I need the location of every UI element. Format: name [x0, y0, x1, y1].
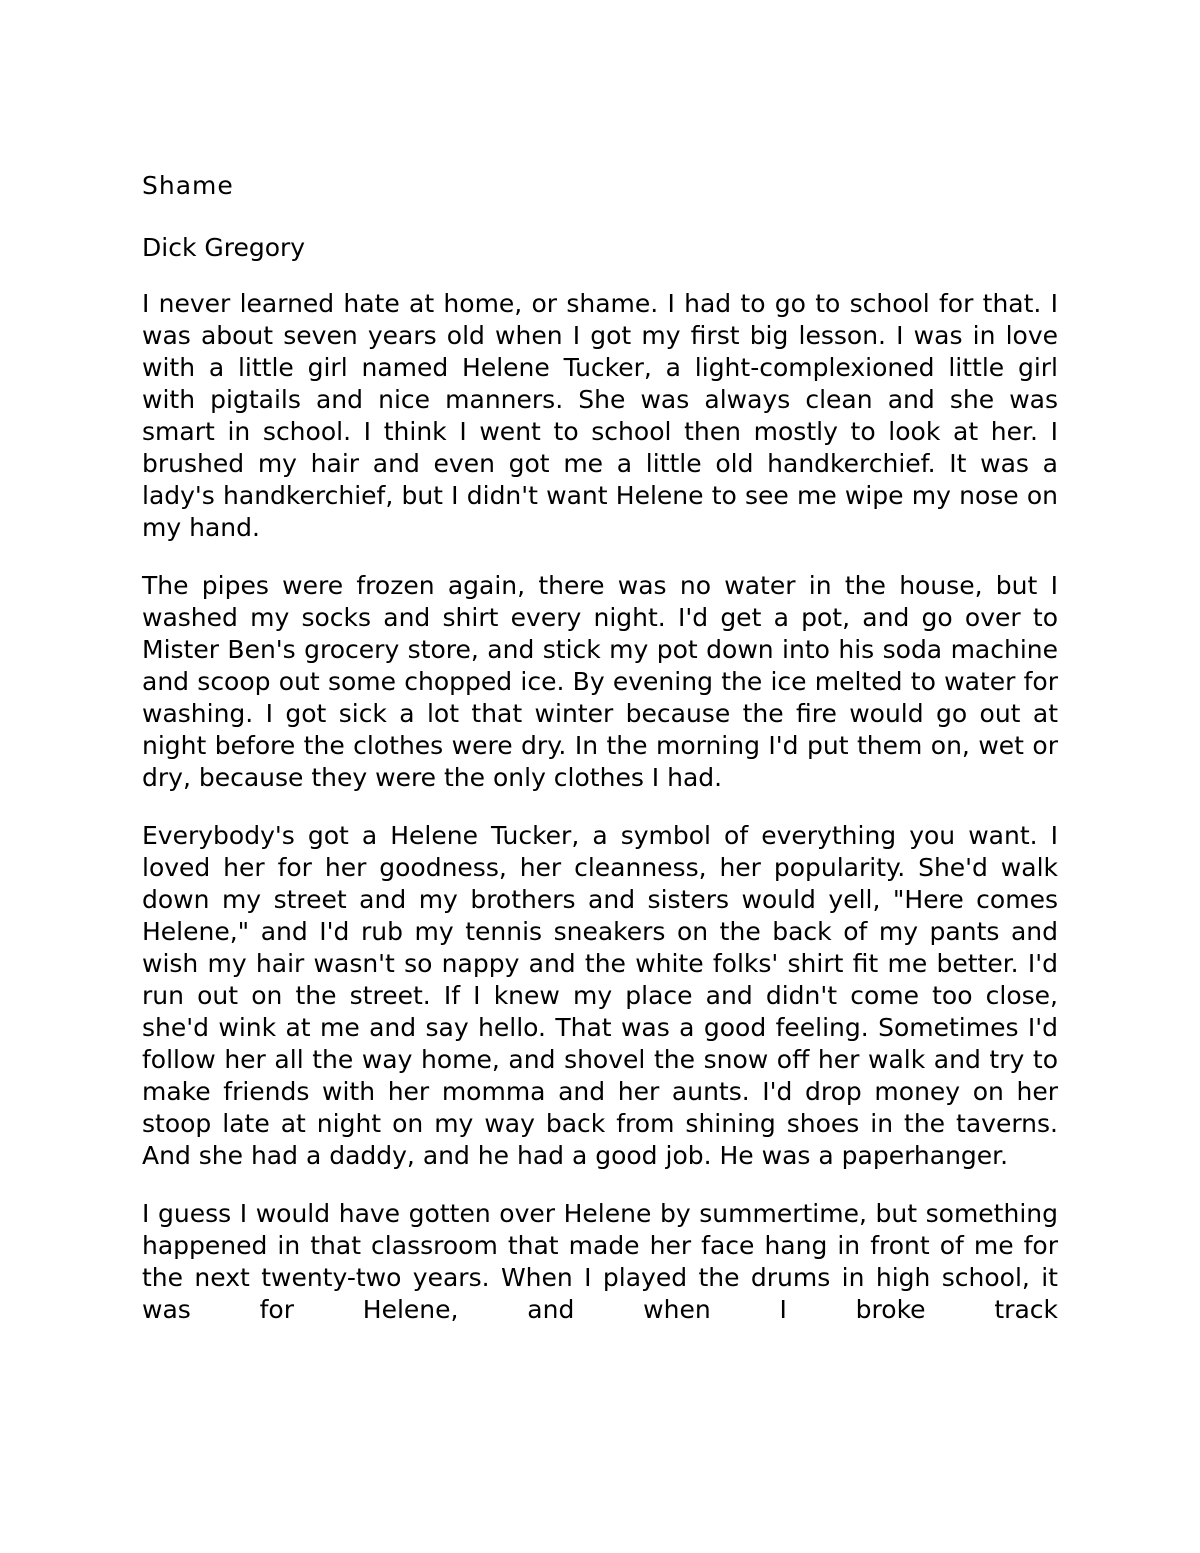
- paragraph-1: I never learned hate at home, or shame. I had to go to school for that. I was about seven years old when I got my first big lesson. I was in love with a little girl named Helene Tucker, a light-complexioned little girl with pigtails and nice manners. She was always clean and she was smart in school. I think I went to school then mostly to look at her. I brushed my hair and even got me a little old handkerchief. It was a lady's handkerchief, but I didn't want Helene to see me wipe my nose on my hand.: [142, 289, 1058, 542]
- paragraph-3: Everybody's got a Helene Tucker, a symbol of everything you want. I loved her for her goodness, her cleanness, her popularity. She'd walk down my street and my brothers and sisters would yell, "Here comes Helene," and I'd rub my tennis sneakers on the back of my pants and wish my hair wasn't so nappy and the white folks' shirt fit me better. I'd run out on the street. If I knew my place and didn't come too close, she'd wink at me and say hello. That was a good feeling. Sometimes I'd follow her all the way home, and shovel the snow off her walk and try to make friends with her momma and her aunts. I'd drop money on her stoop late at night on my way back from shining shoes in the taverns. And she had a daddy, and he had a good job. He was a paperhanger.: [142, 821, 1058, 1170]
- document-title: Shame: [142, 171, 234, 200]
- document-page: [142, 168, 1058, 1352]
- paragraph-4: I guess I would have gotten over Helene by summertime, but something happened in that classroom that made her face hang in front of me for the next twenty-two years. When I played the drums in high school, it was for Helene, and when I broke track: [142, 1199, 1058, 1324]
- document-author: Dick Gregory: [142, 233, 306, 262]
- paragraph-2: The pipes were frozen again, there was no water in the house, but I washed my socks and shirt every night. I'd get a pot, and go over to Mister Ben's grocery store, and stick my pot down into his soda machine and scoop out some chopped ice. By evening the ice melted to water for washing. I got sick a lot that winter because the fire would go out at night before the clothes were dry. In the morning I'd put them on, wet or dry, because they were the only clothes I had.: [142, 571, 1058, 792]
